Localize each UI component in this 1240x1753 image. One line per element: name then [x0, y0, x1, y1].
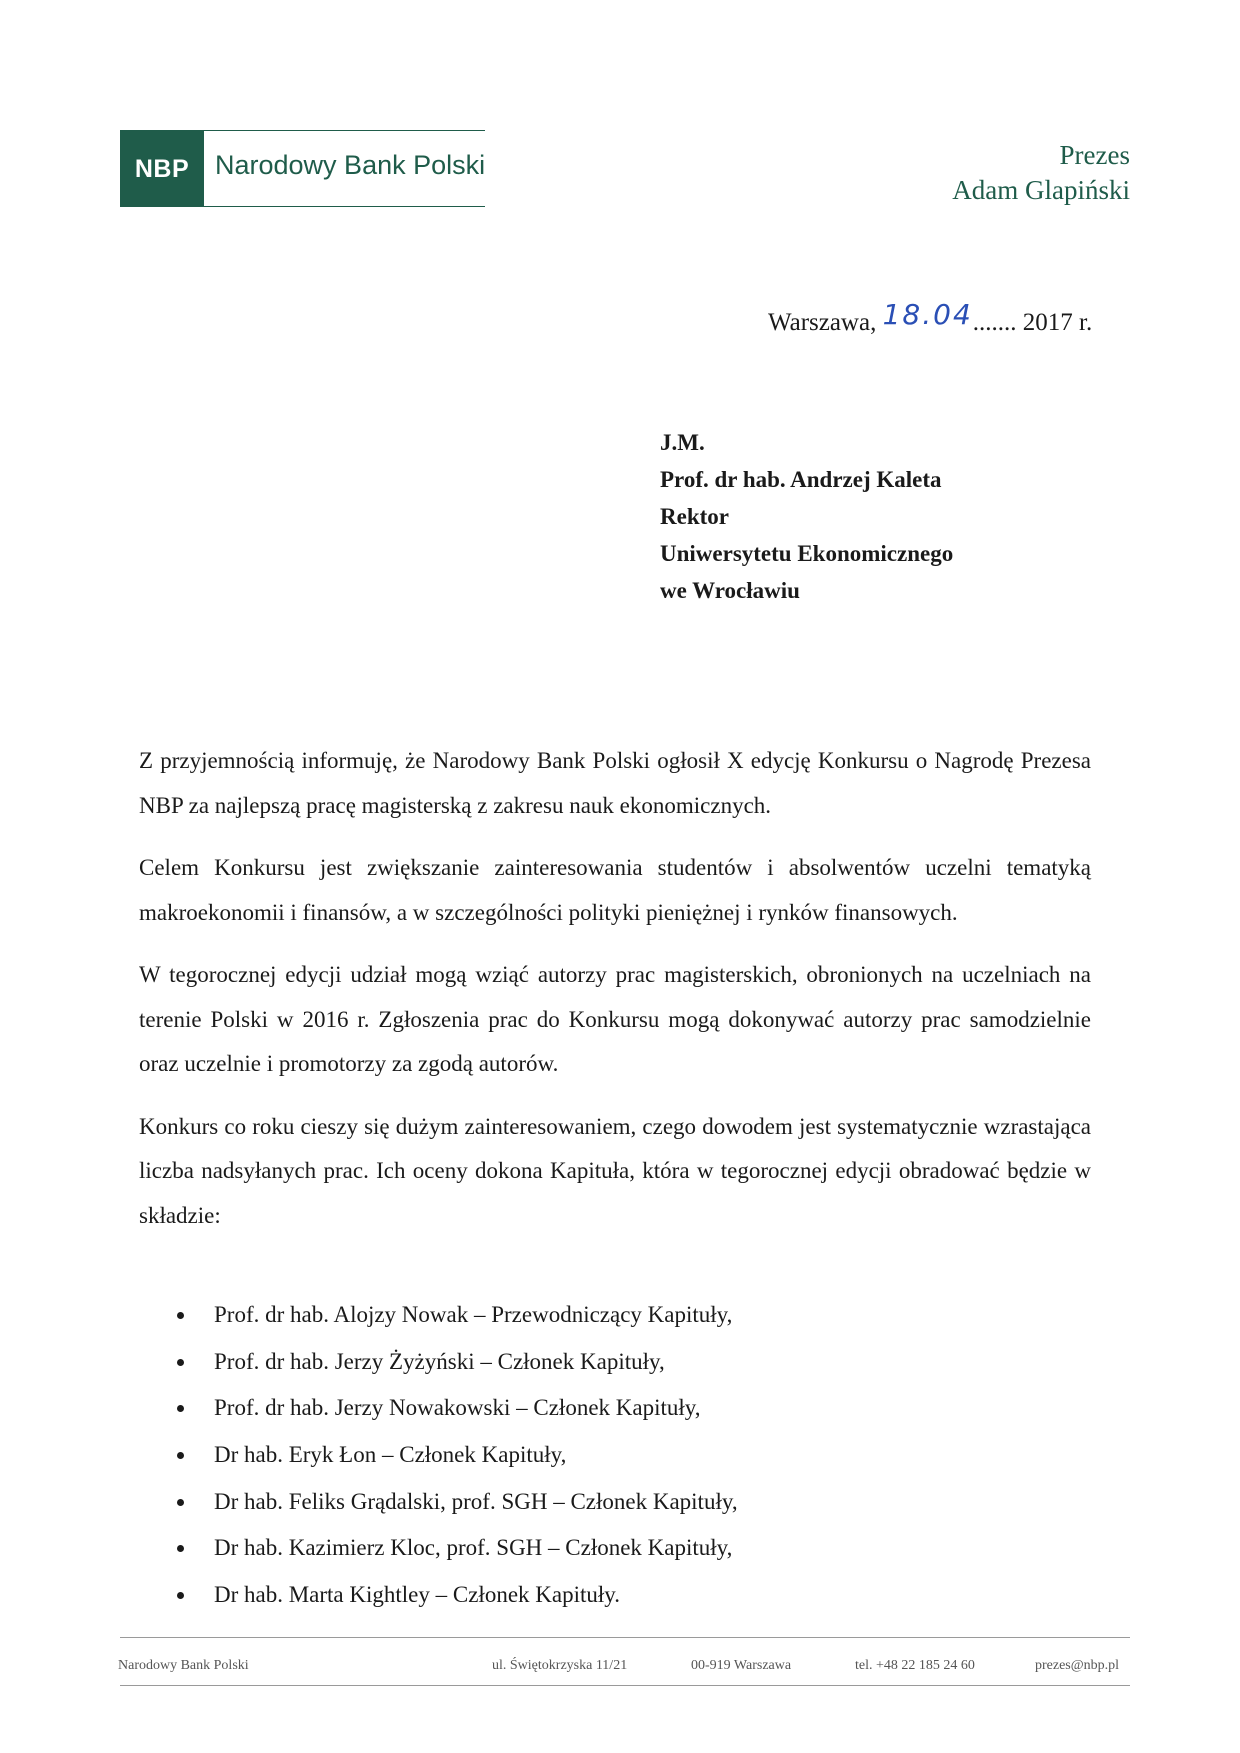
list-item: [172, 1572, 738, 1619]
list-item: [172, 1432, 738, 1479]
letter-body: [139, 739, 1091, 1256]
footer-city: 00-919 Warszawa: [691, 1658, 792, 1673]
member-text: Dr hab. Marta Kightley – Członek Kapituły.: [214, 1582, 621, 1608]
bullet-icon: [177, 1359, 184, 1366]
member-text: Prof. dr hab. Jerzy Nowakowski – Członek Kapituły,: [214, 1395, 701, 1421]
date-dots: .......: [972, 309, 1017, 336]
nbp-logo: [120, 131, 204, 207]
member-text: Prof. dr hab. Alojzy Nowak – Przewodniczący Kapituły,: [214, 1302, 733, 1327]
bullet-icon: [177, 1452, 184, 1459]
recipient-line: Rektor: [660, 504, 729, 529]
footer-bank-name: Narodowy Bank Polski: [118, 1658, 249, 1673]
bullet-icon: [177, 1405, 184, 1412]
list-item: [172, 1525, 738, 1572]
footer-top-rule: [120, 1637, 1130, 1638]
body-paragraph: W tegorocznej edycji udział mogą wziąć autorzy prac magisterskich, obronionych na uczelniach na terenie Polski w 2016 r. Zgłoszenia prac do Konkursu mogą dokonywać autorzy prac samodzielnie oraz uczelnie i promotorzy za zgodą autorów.: [139, 962, 1091, 1076]
recipient-block: [660, 424, 953, 609]
handwritten-date: 18.04: [882, 298, 973, 331]
bullet-icon: [177, 1592, 184, 1599]
list-item: [172, 1292, 738, 1339]
body-paragraph: Celem Konkursu jest zwiększanie zainteresowania studentów i absolwentów uczelni tematyką makroekonomii i finansów, a w szczególności polityki pieniężnej i rynków finansowych.: [139, 855, 1091, 925]
recipient-line: J.M.: [660, 430, 705, 455]
logo-abbrev: NBP: [134, 154, 190, 183]
list-item: [172, 1479, 738, 1526]
footer-street: ul. Świętokrzyska 11/21: [492, 1658, 628, 1673]
date-year: 2017 r.: [1022, 309, 1093, 336]
recipient-line: Uniwersytetu Ekonomicznego: [660, 541, 954, 566]
list-item: [172, 1385, 738, 1432]
member-text: Dr hab. Kazimierz Kloc, prof. SGH – Członek Kapituły,: [214, 1535, 733, 1561]
bullet-icon: [177, 1499, 184, 1506]
footer-email[interactable]: prezes@nbp.pl: [1035, 1658, 1120, 1673]
committee-list: [172, 1292, 738, 1619]
sender-block: [952, 138, 1130, 208]
footer-phone: tel. +48 22 185 24 60: [855, 1658, 975, 1673]
bank-name: Narodowy Bank Polski: [215, 150, 486, 180]
member-text: Dr hab. Eryk Łon – Członek Kapituły,: [214, 1442, 567, 1468]
bullet-icon: [177, 1545, 184, 1552]
list-item: [172, 1339, 738, 1386]
recipient-line: Prof. dr hab. Andrzej Kaleta: [660, 467, 942, 492]
member-text: Prof. dr hab. Jerzy Żyżyński – Członek Kapituły,: [214, 1348, 665, 1374]
logo-bottom-rule: [120, 206, 485, 207]
footer-bottom-rule: [120, 1685, 1130, 1686]
date-line: [768, 298, 1093, 337]
date-place: Warszawa,: [768, 309, 877, 336]
member-text: Dr hab. Feliks Grądalski, prof. SGH – Członek Kapituły,: [214, 1488, 738, 1514]
recipient-line: we Wrocławiu: [660, 578, 800, 603]
body-paragraph: Z przyjemnością informuję, że Narodowy Bank Polski ogłosił X edycję Konkursu o Nagrodę Prezesa NBP za najlepszą pracę magisterską z zakresu nauk ekonomicznych.: [139, 748, 1091, 818]
bullet-icon: [177, 1312, 184, 1319]
sender-title: Prezes: [1059, 140, 1130, 170]
body-paragraph: Konkurs co roku cieszy się dużym zainteresowaniem, czego dowodem jest systematycznie wzrastająca liczba nadsyłanych prac. Ich oceny dokona Kapituła, która w tegorocznej edycji obradować będzie w składzie:: [139, 1113, 1091, 1228]
sender-name: Adam Glapiński: [952, 175, 1130, 205]
